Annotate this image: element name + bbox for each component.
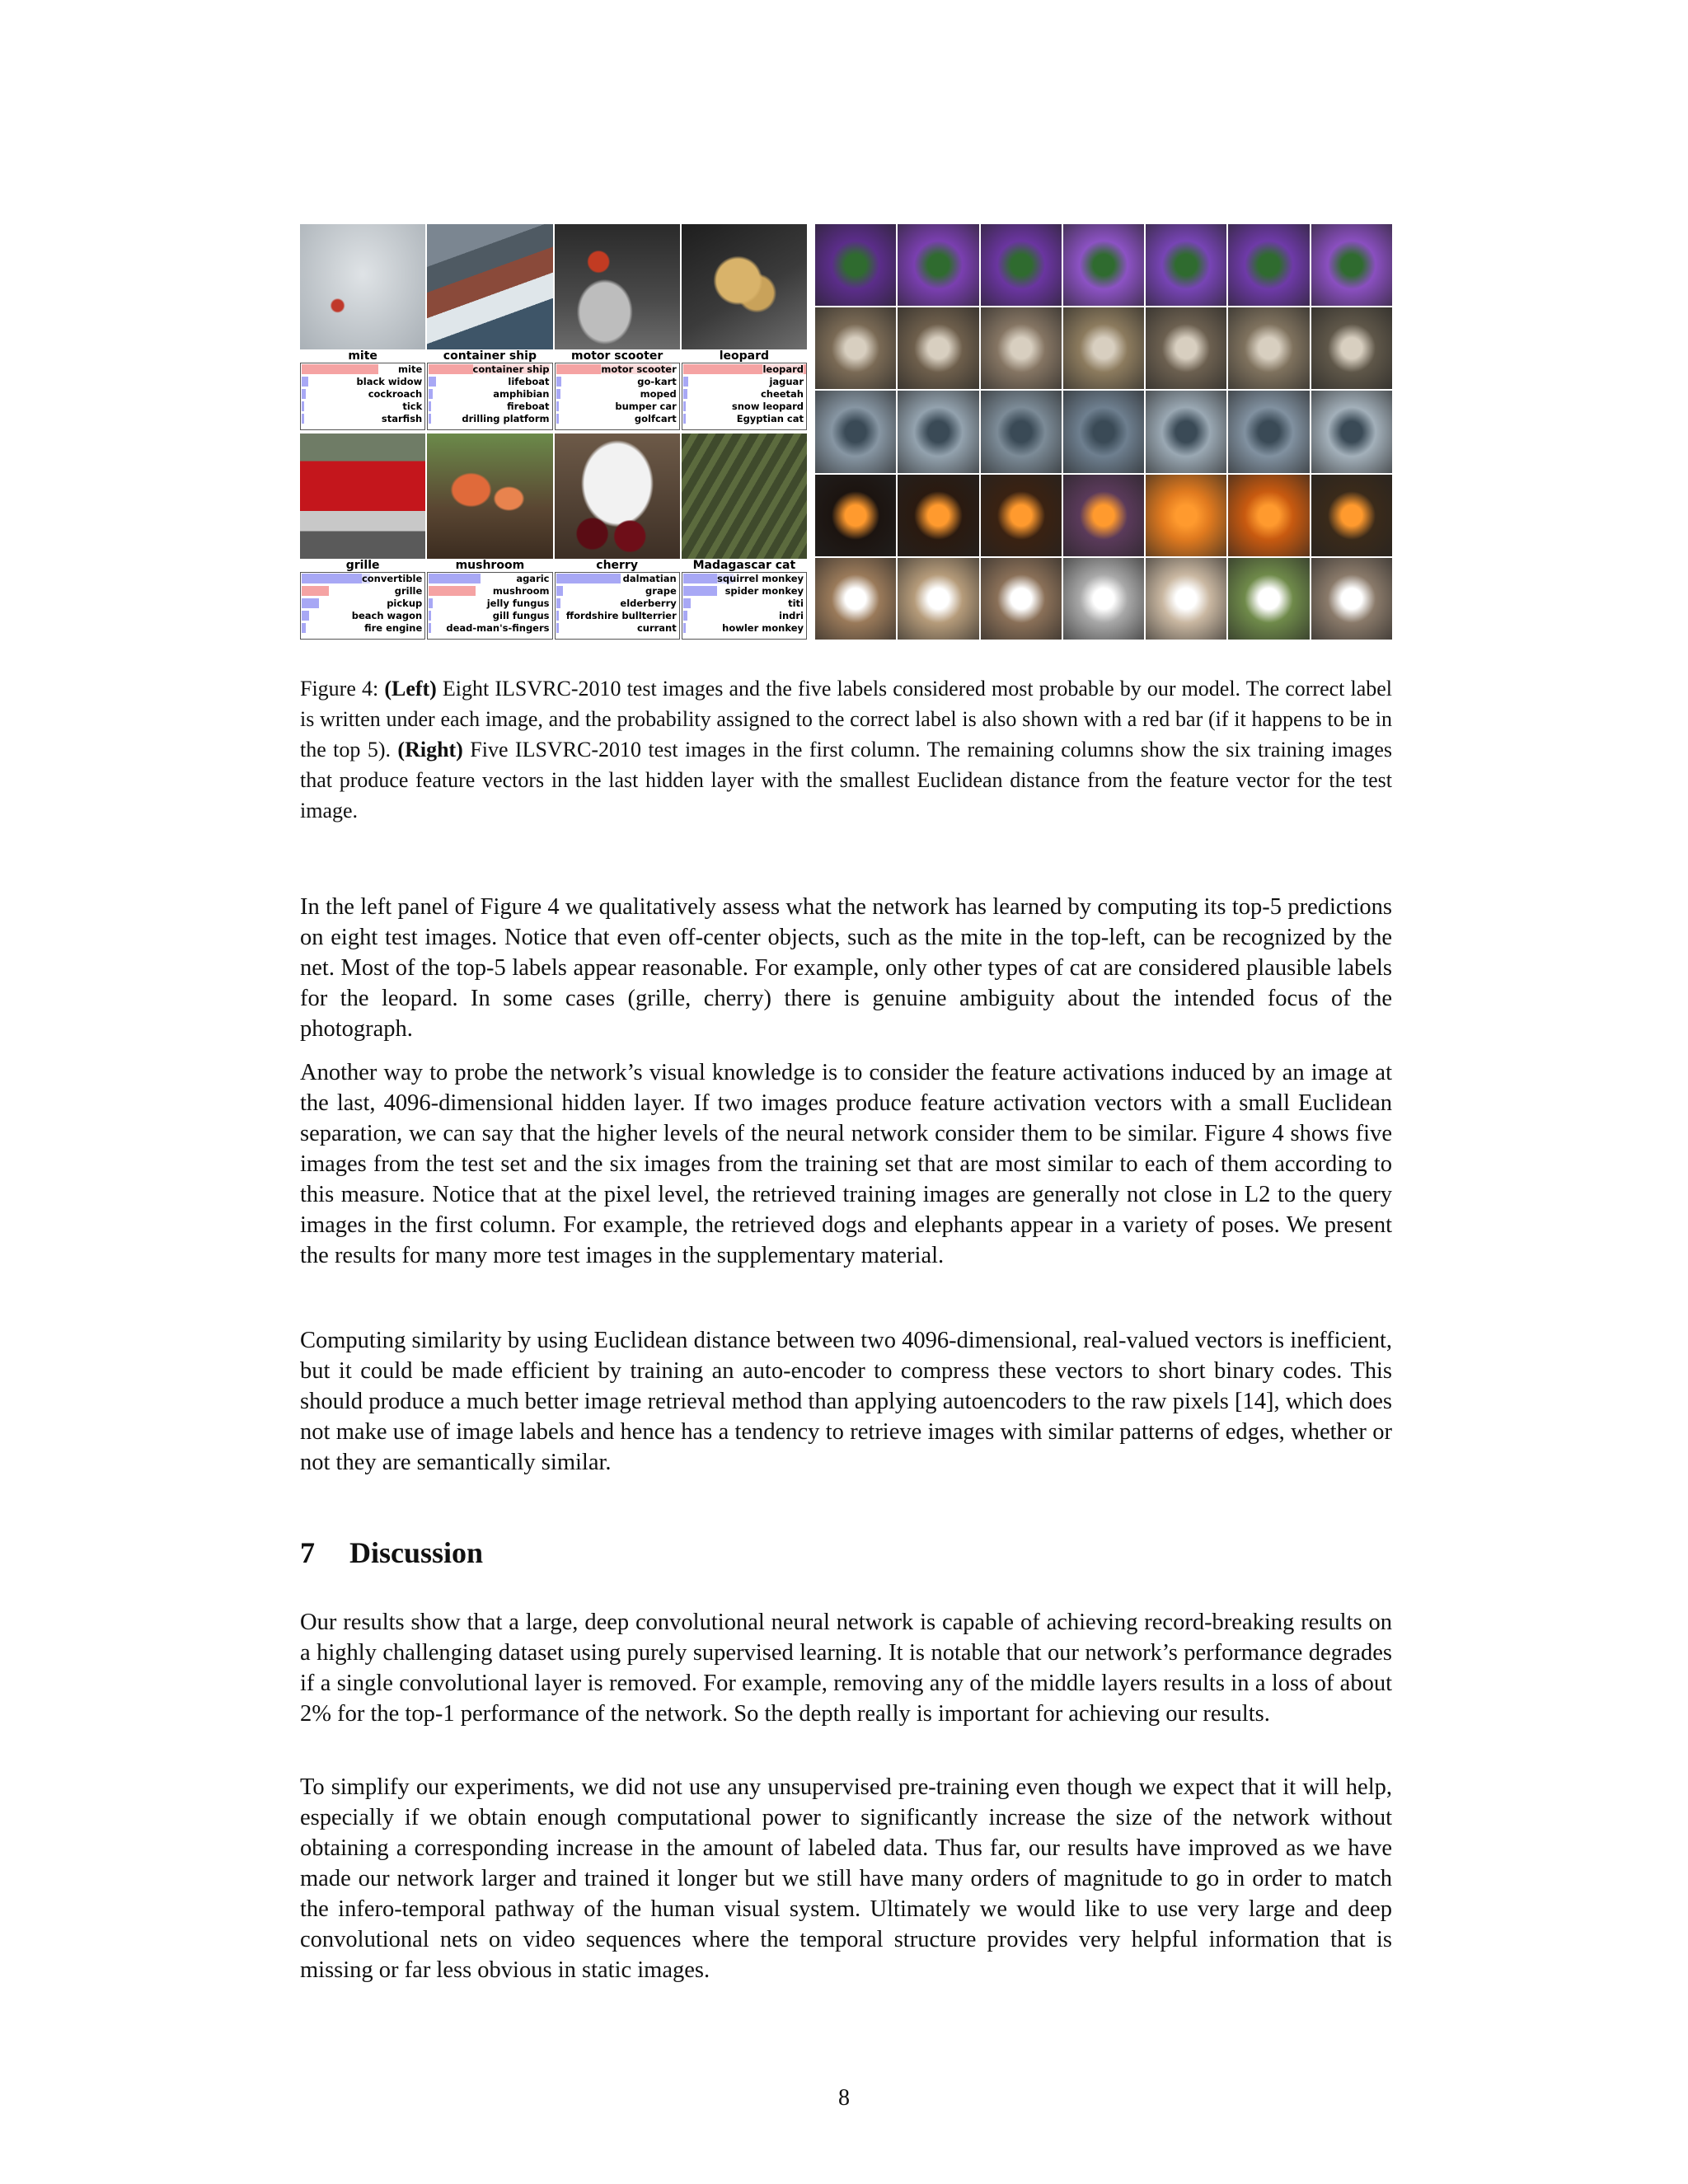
retrieved-training-image xyxy=(1311,558,1392,640)
probability-bar xyxy=(429,598,433,608)
retrieved-training-image xyxy=(898,391,978,472)
paragraph: Our results show that a large, deep convolutional neural network is capable of achieving record-breaking results on a highly challenging dataset using purely supervised learning. It is notable that our network’s performance degrades if a single convolutional layer is removed. For example, removing any of the middle layers results in a loss of about 2% for the top-1 performance of the network. So the depth really is important for achieving our results. xyxy=(300,1610,1392,1727)
prediction-label: dalmatian xyxy=(622,573,677,584)
probability-bar xyxy=(683,623,686,633)
prediction-row xyxy=(428,622,551,635)
prediction-row xyxy=(301,401,424,413)
retrieved-training-image xyxy=(1228,475,1309,556)
prediction-label: cheetah xyxy=(760,388,804,400)
prediction-label: amphibian xyxy=(493,388,550,400)
retrieved-training-image xyxy=(1146,307,1226,389)
prediction-row xyxy=(428,388,551,401)
prediction-row xyxy=(428,413,551,425)
probability-bar xyxy=(683,611,687,621)
prediction-row xyxy=(682,610,806,622)
retrieved-training-image xyxy=(1311,475,1392,556)
prediction-cell xyxy=(682,224,807,430)
paragraph: In the left panel of Figure 4 we qualitatively assess what the network has learned by computing its top-5 predictions on eight test images. Notice that even off-center objects, such as the mite in the top-left, can be recognized by the net. Most of the top-5 labels appear reasonable. For example, only other types of cat are considered plausible labels for the leopard. In some cases (grille, cherry) there is genuine ambiguity about the intended focus of the photograph. xyxy=(300,894,1392,1042)
prediction-list xyxy=(300,363,425,430)
paragraph: Computing similarity by using Euclidean distance between two 4096-dimensional, real-valued vectors is inefficient, but it could be made efficient by training an auto-encoder to compress these vectors to short binary codes. This should produce a much better image retrieval method than applying autoencoders to the raw pixels [14], which does not make use of image labels and hence has a tendency to retrieve images with similar patterns of edges, whether or not they are semantically similar. xyxy=(300,1328,1392,1475)
prediction-row xyxy=(428,573,551,585)
prediction-row xyxy=(301,388,424,401)
probability-bar xyxy=(302,623,306,633)
retrieved-training-image xyxy=(981,224,1062,306)
probability-bar xyxy=(556,586,563,596)
retrieved-training-image xyxy=(1146,391,1226,472)
prediction-list xyxy=(300,572,425,640)
probability-bar xyxy=(556,611,559,621)
correct-label: Madagascar cat xyxy=(692,559,796,572)
retrieved-training-image xyxy=(981,475,1062,556)
prediction-row xyxy=(428,376,551,388)
retrieved-training-image xyxy=(1146,224,1226,306)
probability-bar xyxy=(683,377,688,387)
probability-bar xyxy=(302,377,308,387)
retrieved-training-image xyxy=(1228,391,1309,472)
probability-bar xyxy=(556,401,559,411)
figure-left-panel xyxy=(300,224,807,640)
retrieved-training-image xyxy=(981,307,1062,389)
probability-bar xyxy=(556,574,621,583)
prediction-list xyxy=(682,572,807,640)
prediction-row xyxy=(428,610,551,622)
test-image-grille xyxy=(300,434,425,559)
caption-right-tag: (Right) xyxy=(397,738,463,762)
section-number: 7 xyxy=(300,1536,315,1569)
probability-bar xyxy=(429,611,431,621)
prediction-label: tick xyxy=(402,401,423,412)
paragraph: To simplify our experiments, we did not use any unsupervised pre-training even though we expect that it will help, especially if we obtain enough computational power to significantly increase the size of the network without obtaining a corresponding increase in the amount of labeled data. Thus far, our results have improved as we have made our network larger and trained it longer but we still have many orders of magnitude to go in order to match the infero-temporal pathway of the human visual system. Ultimately we would like to use very large and deep convolutional nets on video sequences where the temporal structure provides very helpful information that is missing or far less obvious in static images. xyxy=(300,1774,1392,1983)
probability-bar xyxy=(429,389,433,399)
prediction-list xyxy=(555,572,680,640)
prediction-row xyxy=(301,610,424,622)
prediction-row xyxy=(301,622,424,635)
prediction-row xyxy=(682,598,806,610)
probability-bar xyxy=(556,377,561,387)
prediction-label: agaric xyxy=(516,573,550,584)
prediction-row xyxy=(682,585,806,598)
retrieved-training-image xyxy=(981,391,1062,472)
test-image-cherry xyxy=(555,434,680,559)
prediction-label: bumper car xyxy=(615,401,677,412)
prediction-label: squirrel monkey xyxy=(717,573,804,584)
query-test-image xyxy=(815,391,896,472)
retrieved-training-image xyxy=(1063,558,1144,640)
prediction-row xyxy=(682,363,806,376)
prediction-label: pickup xyxy=(387,598,423,609)
prediction-label: indri xyxy=(779,610,804,621)
prediction-row xyxy=(301,598,424,610)
prediction-label: motor scooter xyxy=(601,363,677,375)
prediction-row xyxy=(682,573,806,585)
prediction-cell xyxy=(555,434,680,640)
prediction-row xyxy=(682,376,806,388)
probability-bar xyxy=(429,574,481,583)
caption-left-text: Eight ILSVRC-2010 test images and the five labels considered most probable by our model. The correct label is written under each image, and the probability assigned to the correct label is also shown with a red bar (if it happens to be in the top 5). xyxy=(300,677,1392,762)
prediction-row xyxy=(556,598,679,610)
prediction-row xyxy=(556,573,679,585)
correct-probability-bar xyxy=(302,364,378,374)
retrieved-training-image xyxy=(1311,307,1392,389)
prediction-list xyxy=(555,363,680,430)
correct-label: leopard xyxy=(719,349,770,363)
prediction-label: cockroach xyxy=(368,388,423,400)
prediction-label: grille xyxy=(394,585,423,597)
section-heading xyxy=(300,1535,483,1570)
prediction-row xyxy=(301,573,424,585)
probability-bar xyxy=(429,401,431,411)
prediction-label: container ship xyxy=(472,363,550,375)
figure-right-panel xyxy=(815,224,1392,640)
prediction-row xyxy=(301,363,424,376)
probability-bar xyxy=(429,623,431,633)
probability-bar xyxy=(556,598,560,608)
probability-bar xyxy=(683,414,686,424)
query-test-image xyxy=(815,558,896,640)
correct-label: container ship xyxy=(443,349,537,363)
prediction-label: drilling platform xyxy=(462,413,550,424)
caption-right-text: Five ILSVRC-2010 test images in the first column. The remaining columns show the six training images that produce feature vectors in the last hidden layer with the smallest Euclidean distance from the feature vector for the test image. xyxy=(300,738,1392,823)
prediction-row xyxy=(556,413,679,425)
prediction-label: convertible xyxy=(361,573,423,584)
prediction-label: jelly fungus xyxy=(486,598,550,609)
prediction-row xyxy=(682,622,806,635)
prediction-label: go-kart xyxy=(637,376,677,387)
section-title: Discussion xyxy=(349,1536,484,1569)
prediction-label: Egyptian cat xyxy=(736,413,804,424)
query-test-image xyxy=(815,224,896,306)
prediction-cell xyxy=(300,434,425,640)
prediction-label: gill fungus xyxy=(492,610,550,621)
test-image-mushroom xyxy=(427,434,552,559)
prediction-label: lifeboat xyxy=(508,376,550,387)
probability-bar xyxy=(556,414,559,424)
prediction-label: jaguar xyxy=(769,376,804,387)
prediction-cell xyxy=(300,224,425,430)
prediction-label: starfish xyxy=(381,413,423,424)
probability-bar xyxy=(302,414,304,424)
figure-caption xyxy=(300,673,1392,826)
prediction-label: moped xyxy=(640,388,677,400)
retrieved-training-image xyxy=(1063,224,1144,306)
retrieved-training-image xyxy=(1228,558,1309,640)
test-image-leopard xyxy=(682,224,807,349)
prediction-row xyxy=(301,413,424,425)
prediction-list xyxy=(427,363,552,430)
test-image-mite xyxy=(300,224,425,349)
prediction-row xyxy=(428,363,551,376)
prediction-label: fire engine xyxy=(364,622,423,634)
prediction-row xyxy=(556,363,679,376)
correct-label: mushroom xyxy=(455,559,525,572)
prediction-label: grape xyxy=(645,585,677,597)
prediction-cell xyxy=(555,224,680,430)
query-test-image xyxy=(815,475,896,556)
test-image-madagascar-cat xyxy=(682,434,807,559)
test-image-container-ship xyxy=(427,224,552,349)
prediction-cell xyxy=(427,434,552,640)
probability-bar xyxy=(302,574,370,583)
retrieved-training-image xyxy=(1311,224,1392,306)
prediction-row xyxy=(682,401,806,413)
retrieved-training-image xyxy=(1146,475,1226,556)
query-test-image xyxy=(815,307,896,389)
prediction-row xyxy=(556,388,679,401)
prediction-row xyxy=(301,376,424,388)
prediction-cell xyxy=(682,434,807,640)
caption-prefix: Figure 4: xyxy=(300,677,385,701)
probability-bar xyxy=(556,389,560,399)
retrieved-training-image xyxy=(1146,558,1226,640)
prediction-row xyxy=(428,401,551,413)
prediction-cell xyxy=(427,224,552,430)
probability-bar xyxy=(302,598,319,608)
prediction-label: leopard xyxy=(762,363,804,375)
correct-label: motor scooter xyxy=(570,349,663,363)
retrieved-training-image xyxy=(1063,391,1144,472)
prediction-label: black widow xyxy=(356,376,423,387)
retrieved-training-image xyxy=(981,558,1062,640)
probability-bar xyxy=(683,401,686,411)
page-number: 8 xyxy=(838,2085,850,2111)
prediction-row xyxy=(301,585,424,598)
retrieved-training-image xyxy=(1063,475,1144,556)
prediction-row xyxy=(428,585,551,598)
retrieved-training-image xyxy=(898,307,978,389)
probability-bar xyxy=(683,598,691,608)
retrieved-training-image xyxy=(1228,307,1309,389)
prediction-label: mushroom xyxy=(492,585,550,597)
probability-bar xyxy=(556,623,559,633)
prediction-row xyxy=(556,401,679,413)
retrieved-training-image xyxy=(898,224,978,306)
correct-probability-bar xyxy=(302,586,329,596)
retrieved-training-image xyxy=(1063,307,1144,389)
correct-label: cherry xyxy=(596,559,638,572)
probability-bar xyxy=(429,414,431,424)
probability-bar xyxy=(302,389,306,399)
paragraph: Another way to probe the network’s visual knowledge is to consider the feature activations induced by an image at the last, 4096-dimensional hidden layer. If two images produce feature activation vectors with a small Euclidean separation, we can say that the higher levels of the neural network consider them to be similar. Figure 4 shows five images from the test set and the six images from the training set that are most similar to each of them according to this measure. Notice that at the pixel level, the retrieved training images are generally not close in L2 to the query images in the first column. For example, the retrieved dogs and elephants appear in a variety of poses. We present the results for many more test images in the supplementary material. xyxy=(300,1060,1392,1268)
prediction-row xyxy=(428,598,551,610)
probability-bar xyxy=(683,586,717,596)
retrieved-training-image xyxy=(1228,224,1309,306)
prediction-label: titi xyxy=(788,598,804,609)
figure-4 xyxy=(300,224,1392,640)
probability-bar xyxy=(683,389,687,399)
prediction-row xyxy=(556,585,679,598)
prediction-row xyxy=(556,622,679,635)
test-image-motor-scooter xyxy=(555,224,680,349)
prediction-row xyxy=(682,413,806,425)
prediction-label: dead-man's-fingers xyxy=(446,622,550,634)
prediction-list xyxy=(427,572,552,640)
prediction-row xyxy=(556,610,679,622)
prediction-row xyxy=(556,376,679,388)
probability-bar xyxy=(302,611,309,621)
correct-label: grille xyxy=(345,559,380,572)
retrieved-training-image xyxy=(1311,391,1392,472)
prediction-label: spider monkey xyxy=(724,585,804,597)
prediction-label: currant xyxy=(636,622,677,634)
prediction-row xyxy=(682,388,806,401)
retrieved-training-image xyxy=(898,475,978,556)
correct-label: mite xyxy=(348,349,377,363)
prediction-label: mite xyxy=(398,363,423,375)
prediction-label: snow leopard xyxy=(731,401,804,412)
prediction-label: golfcart xyxy=(634,413,677,424)
correct-probability-bar xyxy=(429,586,476,596)
caption-left-tag: (Left) xyxy=(384,677,437,701)
retrieved-training-image xyxy=(898,558,978,640)
prediction-label: beach wagon xyxy=(351,610,423,621)
prediction-label: howler monkey xyxy=(722,622,804,634)
prediction-list xyxy=(682,363,807,430)
probability-bar xyxy=(429,377,436,387)
prediction-label: ffordshire bullterrier xyxy=(565,610,677,621)
probability-bar xyxy=(302,401,304,411)
prediction-label: elderberry xyxy=(620,598,677,609)
prediction-label: fireboat xyxy=(507,401,550,412)
